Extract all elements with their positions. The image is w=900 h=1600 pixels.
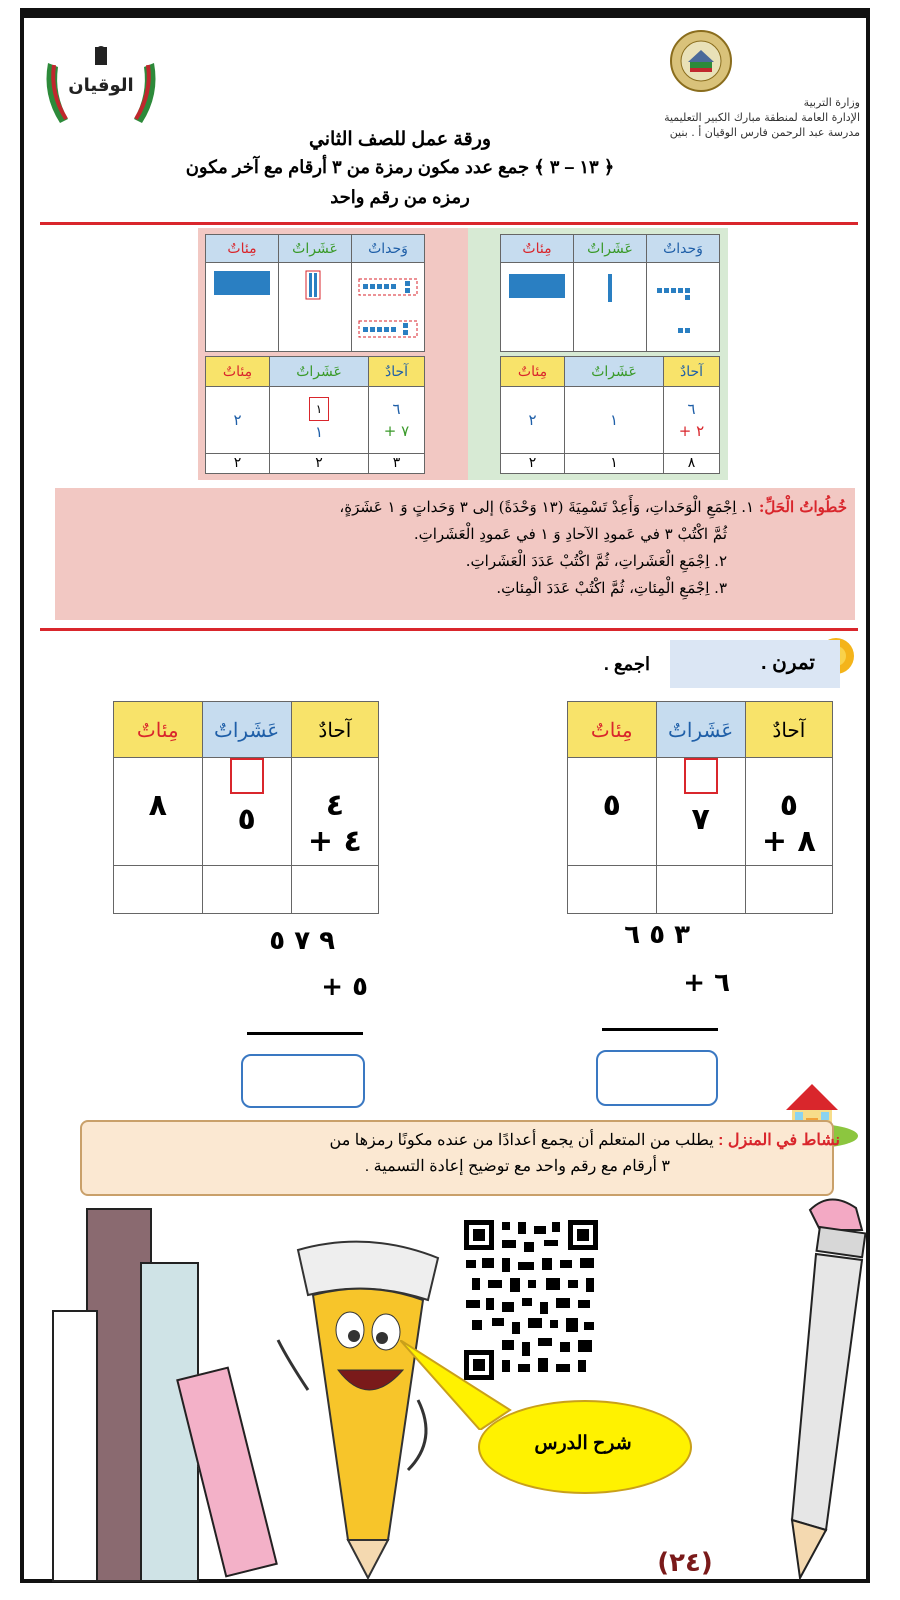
school-name: مدرسة عبد الرحمن فارس الوقيان أ . بنين	[669, 126, 860, 139]
page-frame-left	[20, 8, 24, 1583]
step-3: ٣. اِجْمَعِ الْمِئاتِ، ثُمَّ اكْتُبْ عَدَدَ الْمِئاتِ.	[496, 579, 727, 597]
ones-digit: ٦	[687, 400, 696, 419]
header-units: وَحداتٌ	[368, 240, 408, 257]
example-right-blocks-table	[500, 234, 720, 352]
result-hundreds: ٢	[501, 453, 565, 473]
header-ones: آحادٌ	[318, 717, 352, 742]
home-activity-line2: ٣ أرقام مع رقم واحد مع توضيح إعادة التسمية .	[364, 1158, 670, 1175]
practice-instruction: اجمع .	[603, 654, 650, 674]
answer-hundreds-cell[interactable]	[114, 866, 203, 914]
header-ones: آحادٌ	[679, 363, 704, 380]
lesson-title-line2: رمزه من رقم واحد	[330, 187, 470, 207]
speech-bubble-text: شرح الدرس	[534, 1433, 632, 1454]
hundreds-digit: ٨	[148, 788, 167, 823]
hundreds-flat	[501, 263, 574, 352]
result-ones: ٨	[663, 453, 719, 473]
header-hundreds: مِئاتٌ	[517, 363, 548, 380]
tens-digit: ١	[314, 423, 324, 442]
answer-line-left	[247, 1032, 363, 1035]
tens-rod	[574, 263, 647, 352]
step-1-line2: ثُمَّ اكْتُبْ ٣ في عَمودِ الآحادِ وَ ١ في عَمودِ الْعَشَراتِ.	[413, 525, 727, 543]
directorate-name: الإدارة العامة لمنطقة مبارك الكبير التعليمية	[664, 111, 860, 124]
kuwait-emblem	[668, 28, 734, 94]
solution-steps	[55, 488, 855, 620]
answer-tens-cell[interactable]	[202, 866, 291, 914]
header-tens: عَشَراتٌ	[214, 717, 280, 742]
home-activity-line1: يطلب من المتعلم أن يجمع أعدادًا من عنده مكونًا رمزها من	[329, 1132, 714, 1149]
practice-table-left	[113, 701, 379, 914]
divider-middle	[40, 628, 858, 631]
answer-box-left[interactable]	[241, 1054, 365, 1108]
header-hundreds: مِئاتٌ	[227, 240, 257, 257]
logo-text: الوقيان	[68, 75, 134, 96]
vertical-addend-right: ٦ +	[683, 968, 730, 998]
example-left-digits-table	[205, 356, 425, 474]
answer-ones-cell[interactable]	[745, 866, 832, 914]
units-blocks	[647, 263, 720, 352]
units-blocks-regrouped	[352, 263, 425, 352]
answer-hundreds-cell[interactable]	[568, 866, 657, 914]
lesson-title-line1: ﴿ ١٣ – ٣ ﴾ جمع عدد مكون رمزة من ٣ أرقام مع آخر مكون	[185, 157, 615, 177]
answer-ones-cell[interactable]	[291, 866, 378, 914]
tens-digit: ١	[609, 411, 619, 430]
header-hundreds: مِئاتٌ	[136, 717, 179, 742]
home-activity-text	[100, 1128, 840, 1180]
ones-addend: ٧ +	[383, 422, 410, 441]
page-number: (٢٤)	[657, 1548, 713, 1578]
vertical-number-right: ٣ ٥ ٦	[624, 920, 690, 950]
header-tens: عَشَراتٌ	[296, 363, 342, 380]
ones-addend: ٨ +	[761, 824, 816, 859]
header-ones: آحادٌ	[772, 717, 806, 742]
pencil-illustration-right	[770, 1190, 870, 1580]
carry-box[interactable]	[684, 758, 718, 794]
vertical-number-left: ٩ ٧ ٥	[269, 926, 335, 956]
example-right-digits-table	[500, 356, 720, 474]
home-activity-label: نشاط في المنزل :	[718, 1132, 840, 1149]
carry-digit: ١	[309, 397, 329, 421]
practice-table-right	[567, 701, 833, 914]
step-2: ٢. اِجْمَعِ الْعَشَراتِ، ثُمَّ اكْتُبْ عَدَدَ الْعَشَراتِ.	[465, 552, 727, 570]
worksheet-title: ورقة عمل للصف الثاني	[308, 129, 492, 150]
hundreds-flat	[206, 263, 279, 352]
header-ones: آحادٌ	[384, 363, 409, 380]
book-illustration-3	[52, 1310, 98, 1582]
answer-line-right	[602, 1028, 718, 1031]
header-hundreds: مِئاتٌ	[590, 717, 633, 742]
practice-label: تمرن .	[761, 652, 815, 674]
answer-tens-cell[interactable]	[656, 866, 745, 914]
step-1-line1: ١. اِجْمَعِ الْوَحَداتِ، وَأَعِدْ تَسْمِيَةَ (١٣ وَحْدَةً) إلى ٣ وَحَداتٍ وَ ١ عَشَرَةٍ،	[339, 498, 755, 516]
hundreds-digit: ٢	[528, 411, 537, 430]
tens-digit: ٥	[237, 802, 256, 837]
ones-digit: ٥	[779, 788, 799, 823]
tens-digit: ٧	[691, 802, 710, 837]
hundreds-digit: ٢	[233, 411, 242, 430]
school-logo	[40, 45, 162, 137]
header-hundreds: مِئاتٌ	[522, 240, 552, 257]
vertical-addend-left: ٥ +	[321, 972, 368, 1002]
result-tens: ٢	[270, 453, 369, 473]
ones-digit: ٦	[392, 400, 401, 419]
result-ones: ٣	[368, 453, 424, 473]
header-hundreds: مِئاتٌ	[222, 363, 253, 380]
steps-line1	[63, 494, 847, 521]
example-left-blocks-table	[205, 234, 425, 352]
result-tens: ١	[565, 453, 664, 473]
page-frame-top	[20, 8, 870, 18]
header-tens: عَشَراتٌ	[591, 363, 637, 380]
header-tens: عَشَراتٌ	[587, 240, 633, 257]
header-tens: عَشَراتٌ	[668, 717, 734, 742]
ministry-name: وزارة التربية	[803, 96, 860, 109]
answer-box-right[interactable]	[596, 1050, 718, 1106]
result-hundreds: ٢	[206, 453, 270, 473]
ones-addend: ٤ +	[307, 824, 362, 859]
divider-top	[40, 222, 858, 225]
ones-addend: ٢ +	[678, 422, 705, 441]
tens-rods	[279, 263, 352, 352]
carry-box[interactable]	[230, 758, 264, 794]
hundreds-digit: ٥	[602, 788, 621, 823]
header-units: وَحداتٌ	[663, 240, 703, 257]
ones-digit: ٤	[325, 788, 345, 823]
steps-heading: خُطُواتُ الْحَلِّ:	[758, 498, 847, 516]
header-tens: عَشَراتٌ	[292, 240, 338, 257]
